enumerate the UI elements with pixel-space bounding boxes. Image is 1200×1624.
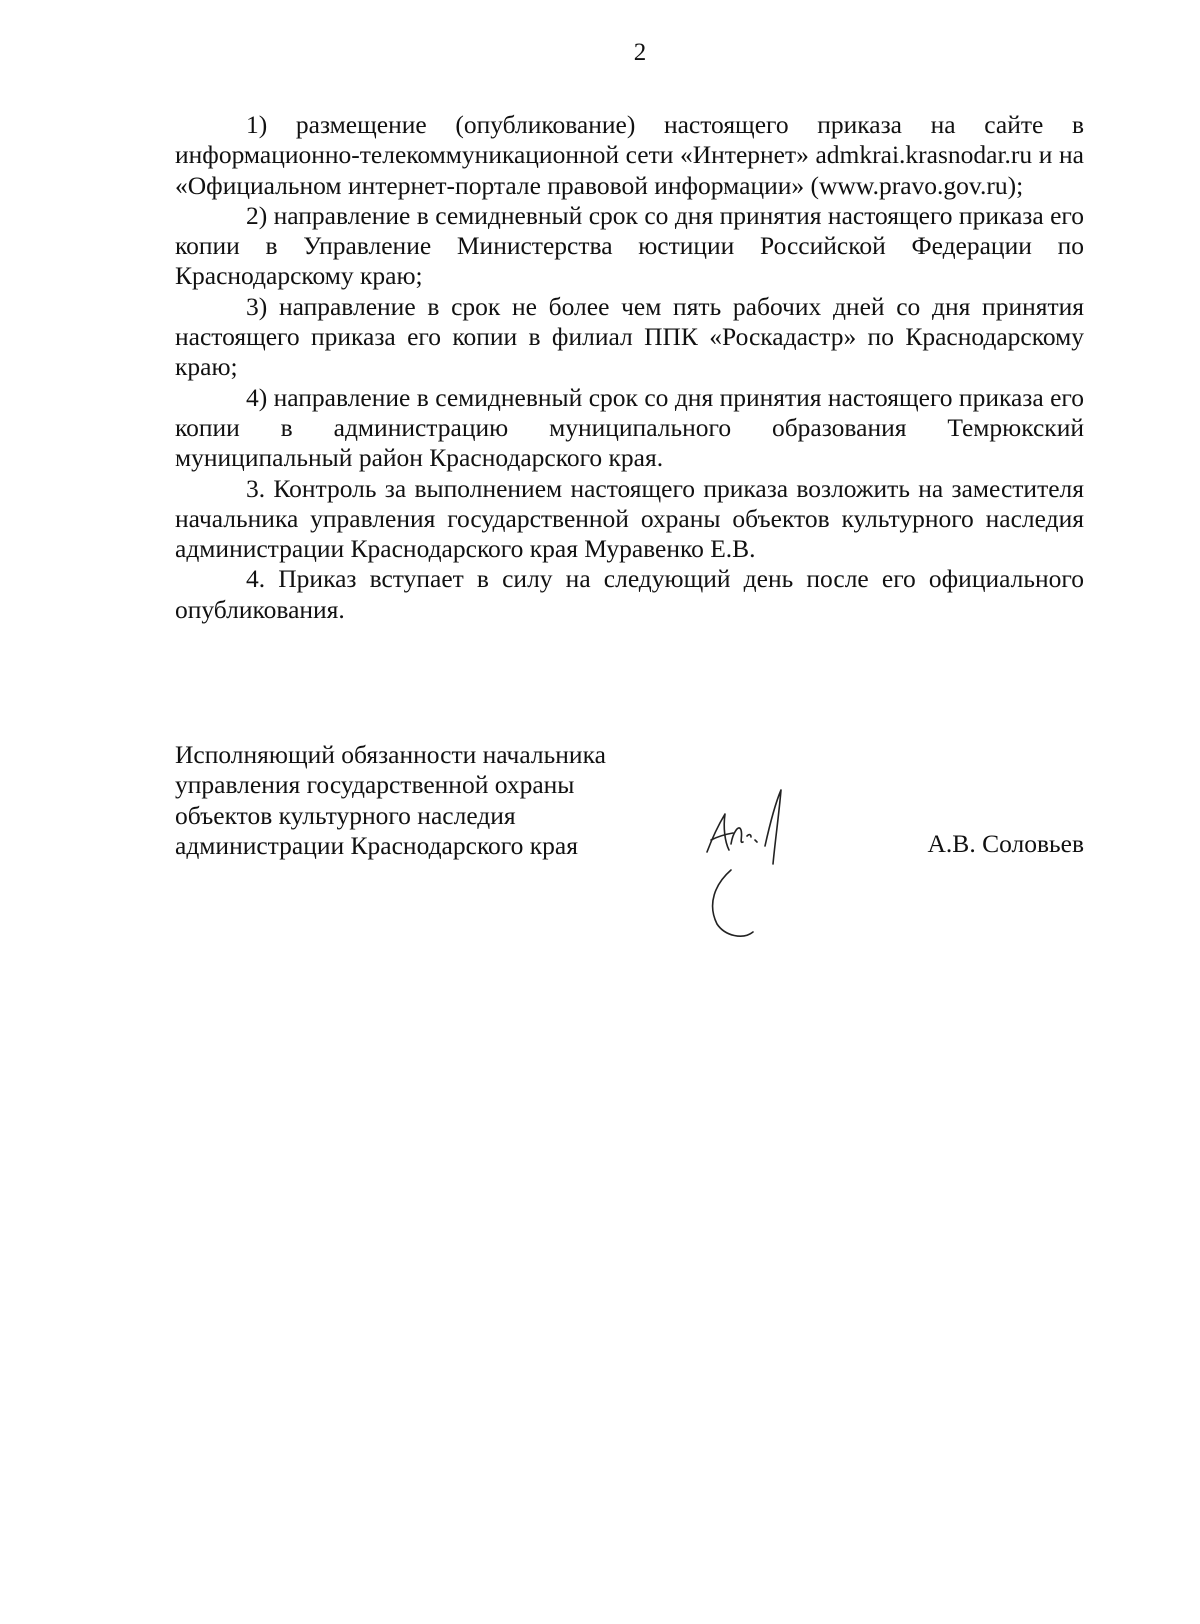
paragraph-effective-date: 4. Приказ вступает в силу на следующий день после его официального опубликования. [175,564,1084,624]
document-body [175,110,1084,625]
signatory-title-line: Исполняющий обязанности начальника [175,740,606,769]
page-number: 2 [633,39,647,66]
paragraph-municipality: 4) направление в семидневный срок со дня принятия настоящего приказа его копии в администрацию муниципального образования Темрюкский муниципальный район Краснодарского края. [175,382,1084,473]
signatory-title-line: администрации Краснодарского края [175,830,578,860]
signatory-title [175,740,675,861]
signatory-name: А.В. Соловьев [927,829,1084,858]
signatory-title-line: управления государственной охраны [175,770,575,800]
paragraph-justice-ministry: 2) направление в семидневный срок со дня принятия настоящего приказа его копии в Управление Министерства юстиции Российской Федерации по Краснодарскому краю; [175,200,1084,291]
paragraph-publication: 1) размещение (опубликование) настоящего приказа на сайте в информационно-телекоммуникационной сети «Интернет» admkrai.krasnodar.ru и на «Официальном интернет-портале правовой информации» (www.pravo.gov.ru); [175,110,1084,200]
handwritten-signature [703,784,813,944]
signature-block [175,740,1084,960]
signatory-title-line: объектов культурного наследия [175,800,516,830]
paragraph-control: 3. Контроль за выполнением настоящего приказа возложить на заместителя начальника управления государственной охраны объектов культурного наследия администрации Краснодарского края Муравенко Е.В. [175,473,1084,564]
paragraph-roskadastr: 3) направление в срок не более чем пять рабочих дней со дня принятия настоящего приказа его копии в филиал ППК «Роскадастр» по Краснодарскому краю; [175,291,1084,382]
